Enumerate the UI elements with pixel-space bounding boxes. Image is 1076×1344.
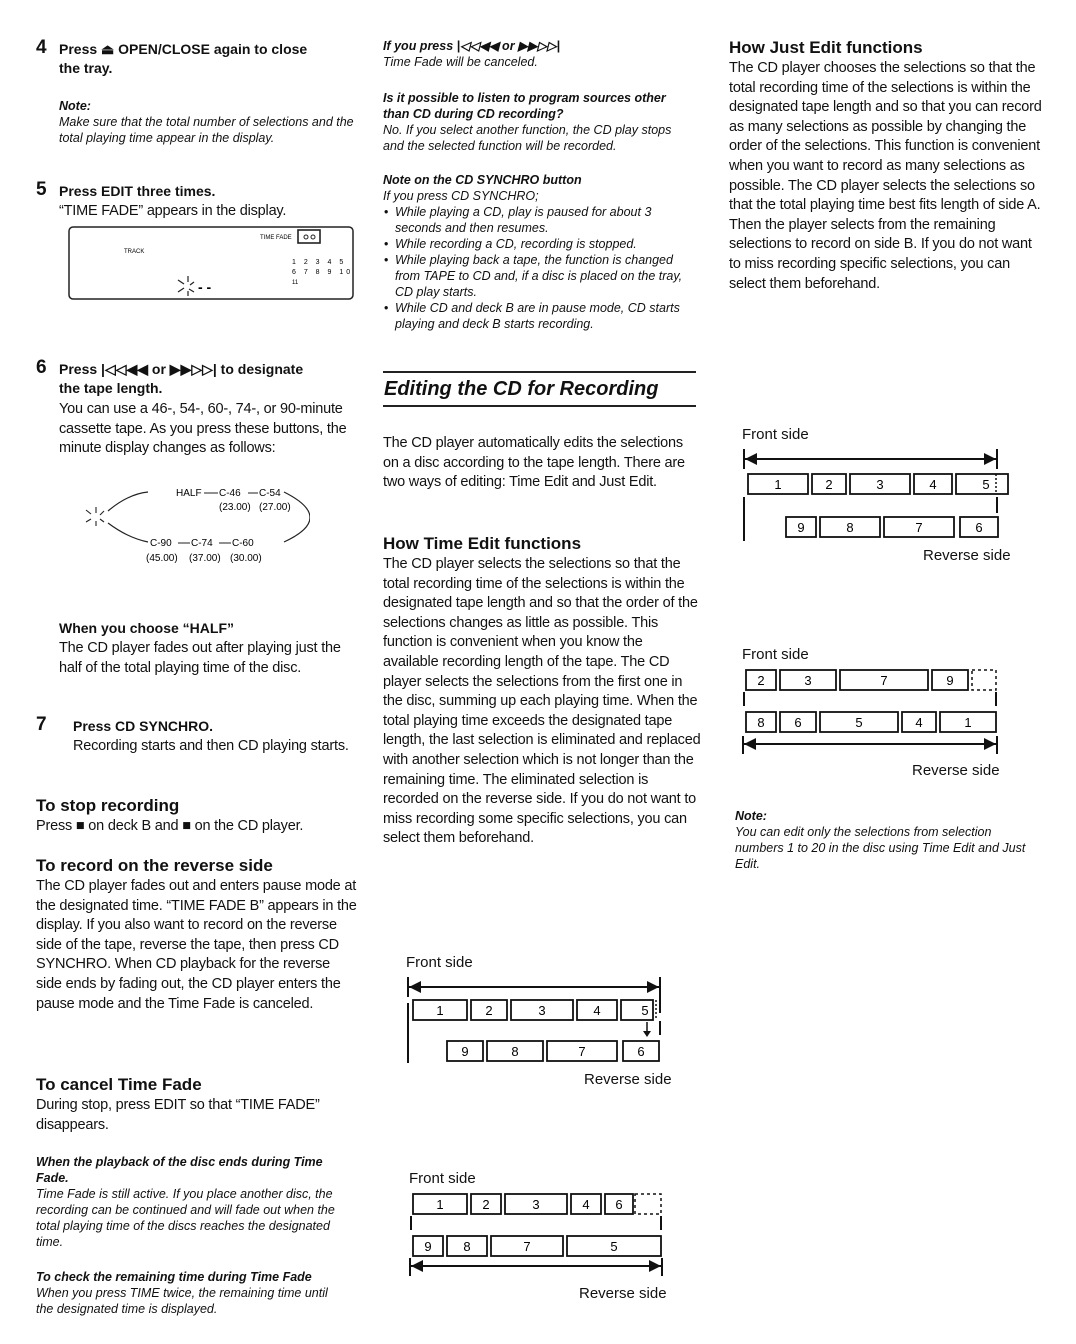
diagram2-time-edit-result xyxy=(409,1190,667,1284)
just-edit-heading: How Just Edit functions xyxy=(729,38,923,57)
d3-top-2: 2 xyxy=(825,477,833,492)
d3-bot-6: 6 xyxy=(975,520,983,535)
d3-top-4: 4 xyxy=(929,477,937,492)
d4-top-3: 3 xyxy=(804,673,812,688)
d3-bot-9: 9 xyxy=(797,520,805,535)
synchro-note-item: • While playing back a tape, the function is changed from TAPE to CD and, if a disc is placed on the tray, CD play starts. xyxy=(383,252,688,300)
d1-bot-6: 6 xyxy=(637,1044,645,1059)
d4-top-2: 2 xyxy=(757,673,765,688)
diagram2-reverse-label: Reverse side xyxy=(579,1285,667,1302)
step-5-number: 5 xyxy=(36,179,47,200)
cycle-time-54: (27.00) xyxy=(259,502,291,513)
cycle-arrow-down xyxy=(108,523,148,542)
diagram4-front-label: Front side xyxy=(742,646,809,663)
other-sources-body: No. If you select another function, the CD play stops and the selected function will be recorded. xyxy=(383,123,672,153)
step-6-title: Press |◁◁◀◀ or ▶▶▷▷| to designate the tape length. xyxy=(59,361,304,396)
d1-bot-7: 7 xyxy=(578,1044,586,1059)
cycle-arrow-up xyxy=(108,492,148,511)
d2-bot-8: 8 xyxy=(463,1239,471,1254)
step-6-number: 6 xyxy=(36,357,47,378)
d4-top-9: 9 xyxy=(946,673,954,688)
d1-top-5: 5 xyxy=(641,1003,649,1018)
section-rule-bottom xyxy=(383,405,696,407)
other-sources-heading: Is it possible to listen to program sources other than CD during CD recording? xyxy=(383,91,666,121)
display-track-number-11: 11 xyxy=(292,280,299,286)
note-heading: Note: xyxy=(59,99,91,113)
d2-top-3: 3 xyxy=(532,1197,540,1212)
display-time-fade-label: TIME FADE xyxy=(260,235,292,241)
d3-top-1: 1 xyxy=(774,477,782,492)
d2-bot-9: 9 xyxy=(424,1239,432,1254)
edit-note-heading: Note: xyxy=(735,809,767,823)
display-track-numbers-1: 1 2 3 4 5 xyxy=(292,259,347,266)
diagram1-time-edit xyxy=(407,975,665,1065)
edit-note-body: You can edit only the selections from selection numbers 1 to 20 in the disc using Time Edit and Just Edit. xyxy=(735,825,1026,871)
reverse-body: The CD player fades out and enters pause mode at the designated time. “TIME FADE B” appears in the display. If you also want to record on the reverse side of the tape, reverse the tape, then press CD SYNCHRO. When CD playback for the reverse side ends by fading out, the CD player enters the pause mode and the Time Fade is canceled. xyxy=(36,878,357,1012)
cycle-time-60: (30.00) xyxy=(230,553,262,564)
diagram2-front-label: Front side xyxy=(409,1170,476,1187)
step-4-title: Press ⏏ OPEN/CLOSE again to close the tray. xyxy=(59,41,308,76)
diagram3-just-edit xyxy=(742,447,1014,543)
step-7-body: Recording starts and then CD playing starts. xyxy=(73,738,349,754)
d1-bot-8: 8 xyxy=(511,1044,519,1059)
remaining-time-body: When you press TIME twice, the remaining time until the designated time is displayed. xyxy=(36,1286,328,1316)
cycle-blink-icon xyxy=(86,507,104,526)
skip-question-body: Time Fade will be canceled. xyxy=(383,55,538,69)
step-4-number: 4 xyxy=(36,37,47,58)
cancel-body: During stop, press EDIT so that “TIME FADE” disappears. xyxy=(36,1097,320,1133)
step-7-title: Press CD SYNCHRO. xyxy=(73,718,214,734)
cycle-c46: C-46 xyxy=(219,488,241,499)
step-6-body: You can use a 46-, 54-, 60-, 74-, or 90-minute cassette tape. As you press these buttons, the minute display changes as follows: xyxy=(59,401,347,457)
d2-bot-7: 7 xyxy=(523,1239,531,1254)
synchro-note-list xyxy=(383,204,688,332)
d1-top-3: 3 xyxy=(538,1003,546,1018)
d3-top-5: 5 xyxy=(982,477,990,492)
d1-top-1: 1 xyxy=(436,1003,444,1018)
just-edit-body: The CD player chooses the selections so that the total recording time of the selections is within the designated tape length and so that you can record as many selections as possible by changing the order of the selections. This function is convenient when you want to record as many selections as possible. The CD player selects the selections so that the total playing time best fits length of side A. Then the player selects from the remaining selections to record on side B. If you do not want to miss recording specific selections, you can select them beforehand. xyxy=(729,60,1042,292)
display-dashes: - - xyxy=(198,279,212,295)
d2-top-2: 2 xyxy=(482,1197,490,1212)
d2-top-1: 1 xyxy=(436,1197,444,1212)
d2-top-4: 4 xyxy=(582,1197,590,1212)
cycle-time-46: (23.00) xyxy=(219,502,251,513)
cycle-time-90: (45.00) xyxy=(146,553,178,564)
stop-body: Press ■ on deck B and ■ on the CD player. xyxy=(36,818,304,834)
half-body: The CD player fades out after playing just the half of the total playing time of the disc. xyxy=(59,640,341,676)
d4-bot-1: 1 xyxy=(964,715,972,730)
diagram3-front-label: Front side xyxy=(742,426,809,443)
synchro-note-intro: If you press CD SYNCHRO; xyxy=(383,189,539,203)
editing-intro: The CD player automatically edits the selections on a disc according to the tape length. There are two ways of editing: Time Edit and Just Edit. xyxy=(383,435,685,491)
diagram1-reverse-label: Reverse side xyxy=(584,1071,672,1088)
d4-bot-8: 8 xyxy=(757,715,765,730)
cycle-half: HALF xyxy=(176,488,202,499)
cycle-arrow-right xyxy=(284,492,310,542)
d4-bot-6: 6 xyxy=(794,715,802,730)
cycle-time-74: (37.00) xyxy=(189,553,221,564)
d3-bot-7: 7 xyxy=(915,520,923,535)
d2-top-6: 6 xyxy=(615,1197,623,1212)
cycle-c60: C-60 xyxy=(232,538,254,549)
section-rule-top xyxy=(383,371,696,373)
diagram3-reverse-label: Reverse side xyxy=(923,547,1011,564)
d4-bot-4: 4 xyxy=(915,715,923,730)
section-title: Editing the CD for Recording xyxy=(384,378,659,400)
tape-length-cycle xyxy=(78,478,310,570)
synchro-note-item: • While recording a CD, recording is stopped. xyxy=(383,236,688,252)
diagram4-just-edit-result xyxy=(742,666,1014,758)
skip-question-heading: If you press |◁◁◀◀ or ▶▶▷▷| xyxy=(383,39,560,53)
display-track-label: TRACK xyxy=(124,249,145,255)
diagram1-front-label: Front side xyxy=(406,954,473,971)
right-arrowhead xyxy=(647,981,659,993)
display-track-numbers-2: 6 7 8 9 10 xyxy=(292,269,354,276)
time-edit-body: The CD player selects the selections so that the total recording time of the selections is within the designated tape length and so that the order of the selections changes as little as possible. This function is convenient when you know the available recording length of the tape. The CD player selects the selections from the first one in the disc, summing up each playing time. When the total playing time exceeds the designated tape length, the last selection is eliminated and replaced with another selection which is not longer than the remaining time. The eliminated selection is recorded on the reverse side. If you do not want to miss recording some specific selections, you can select them beforehand. xyxy=(383,556,701,847)
cancel-heading: To cancel Time Fade xyxy=(36,1075,202,1094)
d3-top-3: 3 xyxy=(876,477,884,492)
d4-top-7: 7 xyxy=(880,673,888,688)
d3-bot-8: 8 xyxy=(846,520,854,535)
d4-bot-5: 5 xyxy=(855,715,863,730)
remaining-time-heading: To check the remaining time during Time Fade xyxy=(36,1270,312,1284)
reverse-heading: To record on the reverse side xyxy=(36,856,273,875)
time-edit-heading: How Time Edit functions xyxy=(383,534,582,553)
d1-top-2: 2 xyxy=(485,1003,493,1018)
synchro-note-item: • While CD and deck B are in pause mode, CD starts playing and deck B starts recording. xyxy=(383,300,688,332)
note-body: Make sure that the total number of selections and the total playing time appear in the display. xyxy=(59,115,354,145)
d1-bot-9: 9 xyxy=(461,1044,469,1059)
cycle-c74: C-74 xyxy=(191,538,213,549)
d1-top-4: 4 xyxy=(593,1003,601,1018)
cycle-c54: C-54 xyxy=(259,488,281,499)
step-5-title: Press EDIT three times. xyxy=(59,183,216,199)
step-5-body: “TIME FADE” appears in the display. xyxy=(59,203,287,219)
display-illustration xyxy=(68,226,354,300)
synchro-note-item: • While playing a CD, play is paused for about 3 seconds and then resumes. xyxy=(383,204,688,236)
d2-bot-5: 5 xyxy=(610,1239,618,1254)
stop-heading: To stop recording xyxy=(36,796,180,815)
synchro-note-heading: Note on the CD SYNCHRO button xyxy=(383,173,582,187)
diagram4-reverse-label: Reverse side xyxy=(912,762,1000,779)
left-arrowhead xyxy=(409,981,421,993)
half-heading: When you choose “HALF” xyxy=(59,620,234,636)
playback-ends-heading: When the playback of the disc ends during Time Fade. xyxy=(36,1155,323,1185)
cycle-c90: C-90 xyxy=(150,538,172,549)
step-7-number: 7 xyxy=(36,714,47,735)
playback-ends-body: Time Fade is still active. If you place another disc, the recording can be continued and will fade out when the total playing time of the discs reaches the designated time. xyxy=(36,1187,335,1249)
